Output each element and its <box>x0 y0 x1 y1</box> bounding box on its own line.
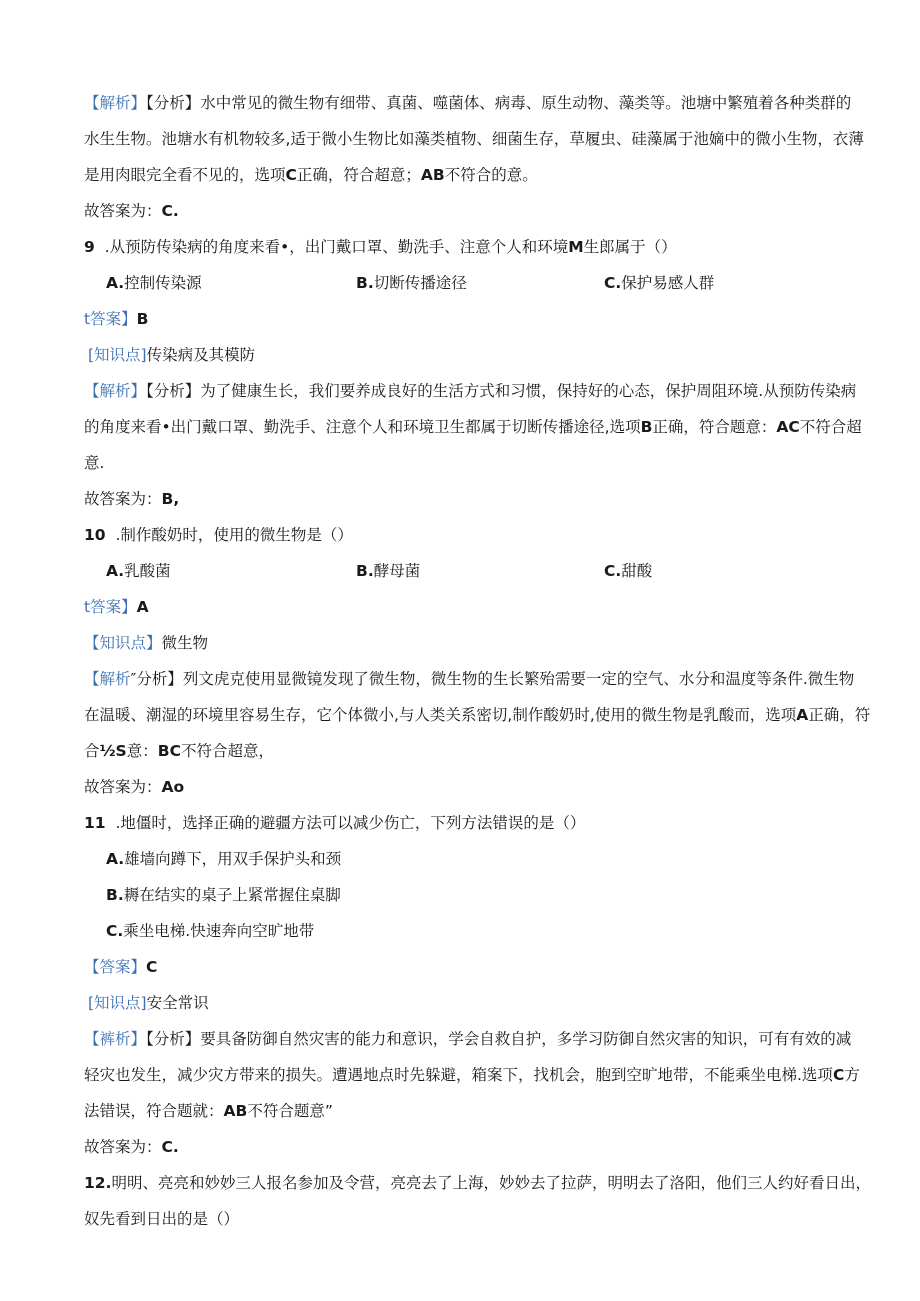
q9-option-b: B.切断传播途径 <box>356 274 467 292</box>
q8-jiexi-line3: 是用肉眼完全看不见的，选项C正确，符合超意；AB不符合的意。 <box>84 166 538 184</box>
q9-final-answer: B, <box>161 490 180 508</box>
question-number: 10 <box>84 526 106 544</box>
q9-answer: B <box>136 310 149 328</box>
knowledge-tag: [知识点] <box>88 346 147 364</box>
q11-answer-tag-line <box>84 956 157 978</box>
q9-knowledge-line: [知识点]传染病及其模防 <box>88 346 256 364</box>
q8-jiexi-line1: 【解析】【分析】水中常见的微生物有细带、真菌、噬菌体、病毒、原生动物、藻类等。池塘中繁殖着各种类群的 <box>84 94 852 112</box>
q11-final-answer: C. <box>161 1138 179 1156</box>
q11-jiexi-line3: 法错误，符合题就：AB不符合题意” <box>84 1102 333 1120</box>
q9-option-a: A.控制传染源 <box>106 274 202 292</box>
fenxi-tag: 【分析】 <box>146 94 201 112</box>
q10-option-b: B.酵母菌 <box>356 562 421 580</box>
q11-jiexi-line2: 轻灾也发生，减少灾方带来的损失。遭遇地点时先躲避，箱案下，找机会，胞到空旷地带，不能乘坐电梯.选项C方 <box>84 1066 860 1084</box>
q9-jiexi-line3: 意. <box>84 454 105 472</box>
question-number: 12. <box>84 1174 112 1192</box>
q8-final-answer: C. <box>161 202 179 220</box>
jiexi-tag: 【解析】 <box>84 382 147 400</box>
jiexi-tag: 【解析】 <box>84 94 147 112</box>
jiexi-tag: 【裤析】 <box>84 1030 147 1048</box>
question-number: 9 <box>84 238 95 256</box>
q10-answer: A <box>136 598 149 616</box>
q8-answer-line: 故答案为：C. <box>84 202 179 220</box>
q10-answer-line: 故答案为：Ao <box>84 778 185 796</box>
answer-tag: t答案】 <box>84 598 137 616</box>
q11-option-c: C.乘坐电梯.快速奔向空旷地带 <box>106 922 315 940</box>
q11-answer: C <box>146 958 158 976</box>
question-number: 11 <box>84 814 106 832</box>
jiexi-tag: 【解析 <box>84 670 131 688</box>
q12-stem-line2: 奴先看到日出的是（） <box>84 1210 240 1228</box>
q11-answer-line: 故答案为：C. <box>84 1138 179 1156</box>
q9-answer-tag-line <box>84 308 148 330</box>
q10-final-answer: Ao <box>161 778 185 796</box>
q11-stem: 11 .地僵时，选择正确的避疆方法可以减少伤亡，下列方法错误的是（） <box>84 814 586 832</box>
q9-answer-line: 故答案为：B, <box>84 490 180 508</box>
q8-jiexi-line2: 水生生物。池塘水有机物较多,适于微小生物比如藻类植物、细菌生存，草履虫、硅藻属于池嫡中的微小生物，衣薄 <box>84 130 864 148</box>
q9-jiexi-line1: 【解析】【分析】为了健康生长，我们要养成良好的生活方式和习惯，保持好的心态，保护周阻环境.从预防传染病 <box>84 382 857 400</box>
q10-option-a: A.乳酸菌 <box>106 562 171 580</box>
q10-jiexi-line2: 在温暖、潮湿的环境里容易生存，它个体微小,与人类关系密切,制作酸奶时,使用的微生物是乳酸而，选项A正确，符 <box>84 706 871 724</box>
q12-stem-line1: 12.明明、亮亮和妙妙三人报名参加及令营，亮亮去了上海，妙妙去了拉萨，明明去了洛阳，他们三人约好看日出， <box>84 1174 871 1192</box>
q10-stem: 10 .制作酸奶时，使用的微生物是（） <box>84 526 353 544</box>
answer-tag: t答案】 <box>84 310 137 328</box>
q9-jiexi-line2: 的角度来看•出门戴口罩、勤洗手、注意个人和环境卫生都属于切断传播途径,选项B正确，符合题意：AC不符合超 <box>84 418 862 436</box>
answer-tag: 【答案】 <box>84 958 147 976</box>
q11-knowledge-line: [知识点]安全常识 <box>88 994 209 1012</box>
knowledge-tag: 【知识点】 <box>84 634 162 652</box>
q10-option-c: C.甜酸 <box>604 562 653 580</box>
q10-jiexi-line1: 【解析″分析】列文虎克使用显微镜发现了微生物，微生物的生长繁殆需要一定的空气、水分和温度等条件.微生物 <box>84 670 855 688</box>
q11-option-a: A.雄墙向蹲下，用双手保护头和颈 <box>106 850 342 868</box>
q10-knowledge-line: 【知识点】微生物 <box>84 634 209 652</box>
q10-answer-tag-line <box>84 596 149 618</box>
knowledge-tag: [知识点] <box>88 994 147 1012</box>
q11-jiexi-line1: 【裤析】【分析】要具备防御自然灾害的能力和意识，学会自救自护，多学习防御自然灾害的知识，可有有效的减 <box>84 1030 852 1048</box>
q10-jiexi-line3: 合½S意：BC不符合超意， <box>84 742 274 760</box>
q9-stem: 9 .从预防传染病的角度来看•，出门戴口罩、勤洗手、注意个人和环境M生郎属于（） <box>84 238 677 256</box>
q9-option-c: C.保护易感人群 <box>604 274 715 292</box>
q11-option-b: B.耨在结实的桌子上紧常握住桌脚 <box>106 886 341 904</box>
